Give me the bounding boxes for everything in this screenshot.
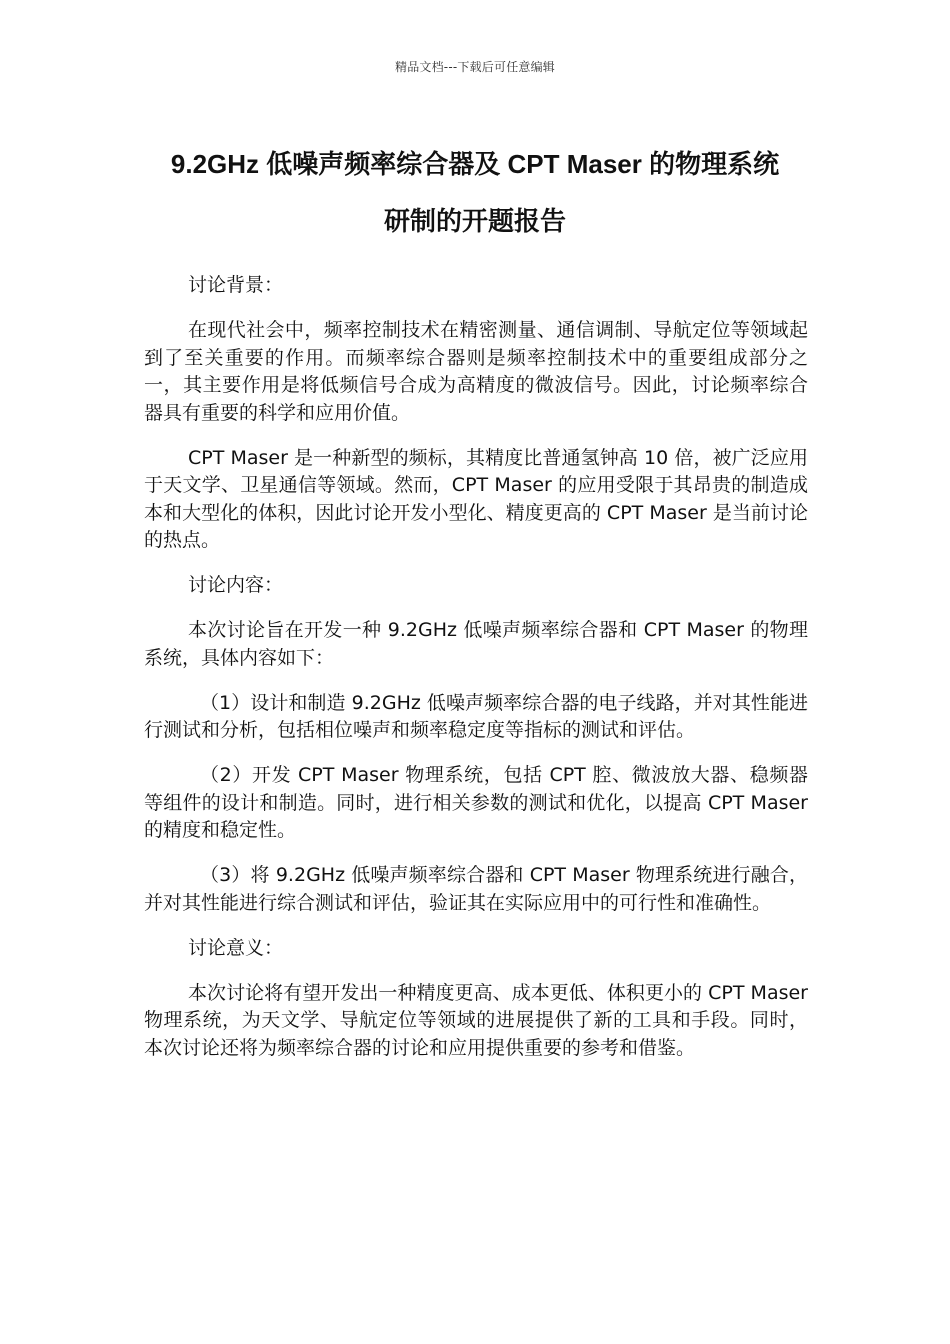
title-line-2: 研制的开题报告 (383, 206, 566, 236)
content-item-1: （1）设计和制造 9.2GHz 低噪声频率综合器的电子线路，并对其性能进行测试和分析，包括相位噪声和频率稳定度等指标的测试和评估。 (144, 691, 808, 741)
page-header-watermark: 精品文档---下载后可任意编辑 (395, 60, 555, 74)
content-item-2: （2）开发 CPT Maser 物理系统，包括 CPT 腔、微波放大器、稳频器等组件的设计和制造。同时，进行相关参数的测试和优化，以提高 CPT Maser 的精度和稳定性。 (144, 764, 808, 841)
document-title (110, 136, 840, 250)
content-heading: 讨论内容： (188, 574, 284, 596)
title-line-1: 9.2GHz 低噪声频率综合器及 CPT Maser 的物理系统 (170, 149, 780, 179)
content-item-3: （3）将 9.2GHz 低噪声频率综合器和 CPT Maser 物理系统进行融合，并对其性能进行综合测试和评估，验证其在实际应用中的可行性和准确性。 (144, 864, 808, 914)
background-paragraph-2: CPT Maser 是一种新型的频标，其精度比普通氢钟高 10 倍，被广泛应用于天文学、卫星通信等领域。然而，CPT Maser 的应用受限于其昂贵的制造成本和大型化的体积，因此讨论开发小型化、精度更高的 CPT Maser 是当前讨论的热点。 (144, 446, 808, 551)
background-heading: 讨论背景： (188, 274, 284, 296)
background-paragraph-1: 在现代社会中，频率控制技术在精密测量、通信调制、导航定位等领域起到了至关重要的作用。而频率综合器则是频率控制技术中的重要组成部分之一，其主要作用是将低频信号合成为高精度的微波信号。因此，讨论频率综合器具有重要的科学和应用价值。 (144, 319, 808, 424)
significance-paragraph: 本次讨论将有望开发出一种精度更高、成本更低、体积更小的 CPT Maser 物理系统，为天文学、导航定位等领域的进展提供了新的工具和手段。同时，本次讨论还将为频率综合器的讨论和应用提供重要的参考和借鉴。 (144, 981, 808, 1059)
significance-heading: 讨论意义： (188, 936, 284, 959)
document-body (144, 272, 808, 1080)
content-intro: 本次讨论旨在开发一种 9.2GHz 低噪声频率综合器和 CPT Maser 的物理系统，具体内容如下： (144, 619, 808, 669)
